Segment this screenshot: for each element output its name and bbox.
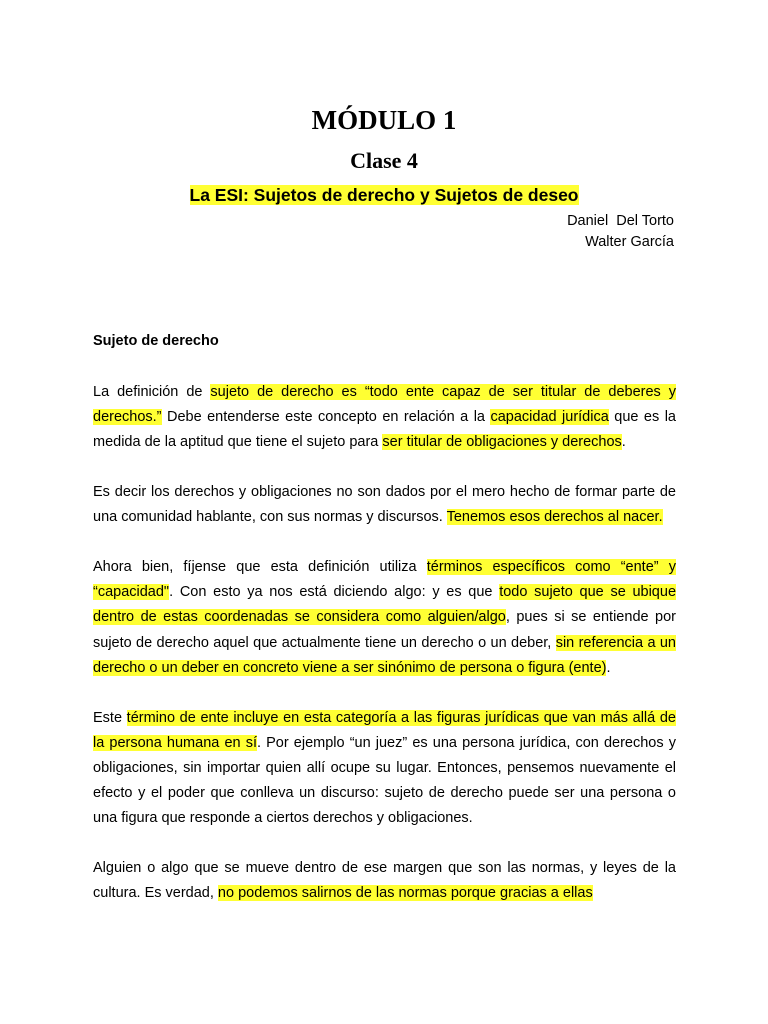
paragraph-text: . Con esto ya nos está diciendo algo: y es que — [169, 584, 500, 601]
paragraph — [93, 706, 676, 832]
highlighted-text: no podemos salirnos de las normas porque gracias a ellas — [217, 885, 593, 902]
document-body — [93, 380, 676, 931]
paragraph-text: , pues si se entiende por sujeto de derecho aquel que actualmente tiene un derecho o un deber, — [93, 609, 676, 651]
paragraph — [93, 480, 676, 530]
highlighted-text: ser titular de obligaciones y derechos — [382, 434, 622, 451]
class-subtitle: Clase 4 — [350, 148, 418, 173]
highlighted-text: términos específicos como “ente” y “capacidad" — [93, 559, 676, 601]
highlighted-text: Tenemos esos derechos al nacer. — [446, 509, 663, 526]
paragraph — [93, 856, 676, 906]
paragraph-text: Ahora bien, fíjense que esta definición utiliza — [93, 559, 427, 576]
paragraph — [93, 555, 676, 681]
paragraph-text: . — [606, 659, 611, 676]
author-1: Daniel Del Torto — [567, 213, 674, 229]
highlighted-text: sin referencia a un derecho o un deber en concreto viene a ser sinónimo de persona o figura (ente) — [93, 634, 676, 676]
highlighted-text: capacidad jurídica — [490, 409, 609, 426]
section-heading: Sujeto de derecho — [93, 333, 219, 349]
module-title: MÓDULO 1 — [311, 105, 457, 135]
author-2: Walter García — [585, 234, 674, 250]
paragraph-text: La definición de — [93, 384, 211, 400]
topic-title — [0, 182, 768, 208]
topic-highlight: La ESI: Sujetos de derecho y Sujetos de deseo — [189, 185, 579, 205]
paragraph-text: que es la medida de la aptitud que tiene el sujeto para — [93, 409, 676, 451]
paragraph-text: Es decir los derechos y obligaciones no son dados por el mero hecho de formar parte de una comunidad hablante, con sus normas y discursos. — [93, 484, 676, 526]
paragraph-text: Este — [93, 709, 127, 726]
highlighted-text: sujeto de derecho es “todo ente capaz de ser titular de deberes y derechos.” — [93, 384, 676, 426]
paragraph-text: Debe entenderse este concepto en relación a la — [161, 409, 491, 426]
highlighted-text: término de ente incluye en esta categoría a las figuras jurídicas que van más allá de la persona humana en sí — [93, 709, 676, 751]
paragraph-text: . — [621, 434, 626, 451]
paragraph-text: Alguien o algo que se mueve dentro de ese margen que son las normas, y leyes de la cultura. Es verdad, — [93, 860, 676, 902]
paragraph — [93, 380, 676, 456]
authors-block — [567, 211, 674, 253]
highlighted-text: todo sujeto que se ubique dentro de estas coordenadas se considera como alguien/algo — [93, 584, 677, 626]
paragraph-text: . Por ejemplo “un juez” es una persona jurídica, con derechos y obligaciones, sin importar quien allí ocupe su lugar. Entonces, pensemos nuevamente el efecto y el poder que conlleva un discurso: sujeto de derecho puede ser una persona o una figura que responde a ciertos derechos y obligaciones. — [93, 734, 676, 827]
